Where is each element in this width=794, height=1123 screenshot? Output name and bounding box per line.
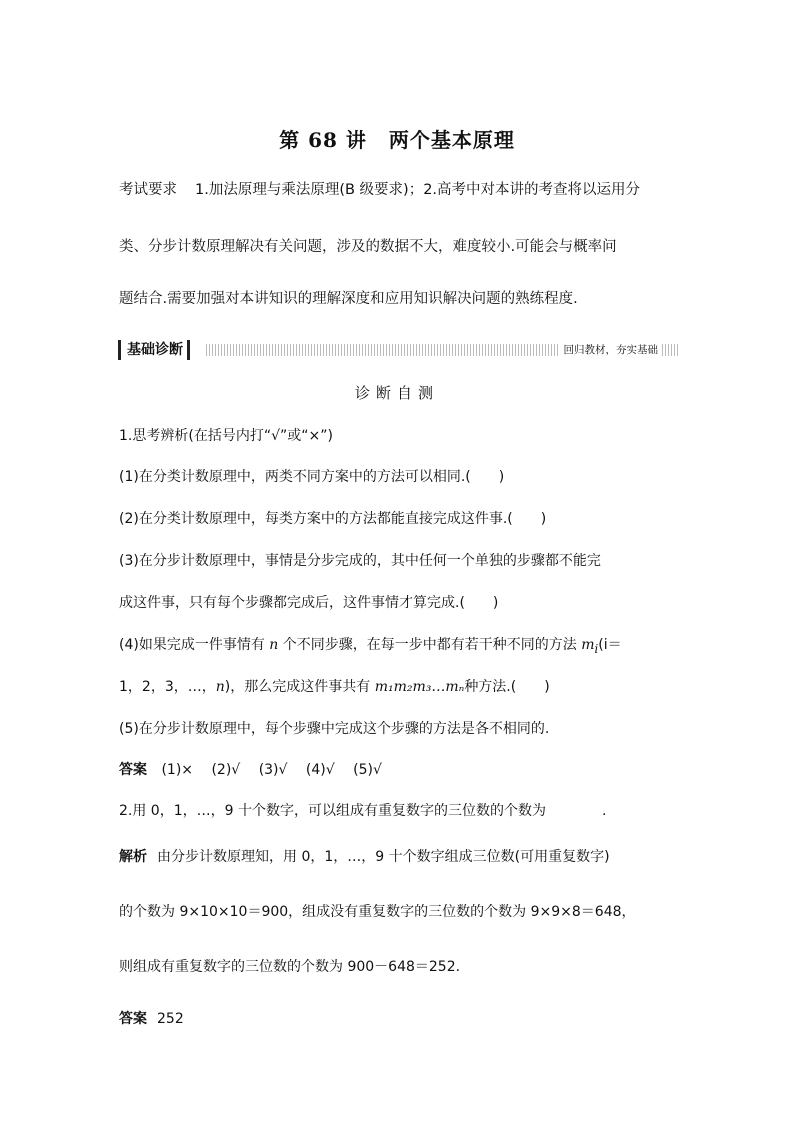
q1-item-5: (5)在分步计数原理中，每个步骤中完成这个步骤的方法是各不相同的.: [119, 721, 550, 737]
answer-label: 答案: [119, 1011, 147, 1027]
q2-analysis-3: 则组成有重复数字的三位数的个数为 900－648＝252.: [119, 959, 461, 975]
q1-item-2: (2)在分类计数原理中，每类方案中的方法都能直接完成这件事.( ): [119, 511, 547, 527]
q1-stem: 1.思考辨析(在括号内打“√”或“×”): [119, 428, 333, 444]
q2-analysis-1: 解析 由分步计数原理知，用 0，1，…，9 十个数字组成三位数(可用重复数字): [119, 849, 610, 865]
q1-item-3b: 成这件事，只有每个步骤都完成后，这件事情才算完成.( ): [119, 595, 499, 611]
answer-item: (1)×: [161, 762, 194, 778]
section-header-bar: [118, 340, 680, 360]
analysis-label: 解析: [119, 849, 147, 865]
answer-label: 答案: [119, 762, 147, 778]
exam-requirements-line-2: 类、分步计数原理解决有关问题，涉及的数据不大，难度较小.可能会与概率问: [119, 239, 617, 255]
q1-item-4a: (4)如果完成一件事情有 n 个不同步骤，在每一步中都有若干种不同的方法 $m_i(i=$: [119, 637, 622, 656]
exam-requirements-line-3: 题结合.需要加强对本讲知识的理解深度和应用知识解决问题的熟练程度.: [119, 291, 578, 307]
exam-requirements-line-1: 考试要求 1.加法原理与乘法原理(B 级要求)；2.高考中对本讲的考查将以运用分: [119, 182, 641, 198]
page-title: [0, 124, 794, 153]
subsection-title: 诊断自测: [354, 384, 439, 402]
q1-answer-line: [119, 759, 396, 779]
q1-item-3a: (3)在分步计数原理中，事情是分步完成的，其中任何一个单独的步骤都不能完: [119, 553, 601, 569]
answer-item: (3)√: [258, 762, 288, 778]
exam-requirements-label: 考试要求: [119, 182, 177, 198]
section-label: 基础诊断: [118, 340, 190, 360]
q1-item-1: (1)在分类计数原理中，两类不同方案中的方法可以相同.( ): [119, 469, 505, 485]
answer-value: 252: [157, 1011, 184, 1027]
q2-analysis-2: 的个数为 9×10×10＝900，组成没有重复数字的三位数的个数为 9×9×8＝648，: [119, 904, 636, 920]
q2-answer-line: [119, 1008, 184, 1028]
answer-item: (2)√: [211, 762, 241, 778]
q2-stem: 2.用 0，1，…，9 十个数字，可以组成有重复数字的三位数的个数为 .: [119, 803, 607, 819]
answer-blank: [546, 803, 602, 817]
q1-item-4b: 1，2，3，…，n)，那么完成这件事共有 m₁m₂m₃…mₙ种方法.( ): [119, 679, 550, 695]
answer-item: (5)√: [353, 762, 382, 778]
lesson-number: 第 68 讲: [279, 128, 367, 152]
lesson-name: 两个基本原理: [388, 128, 515, 152]
section-tag: 回归教材，夯实基础: [560, 342, 663, 358]
answer-item: (4)√: [305, 762, 335, 778]
